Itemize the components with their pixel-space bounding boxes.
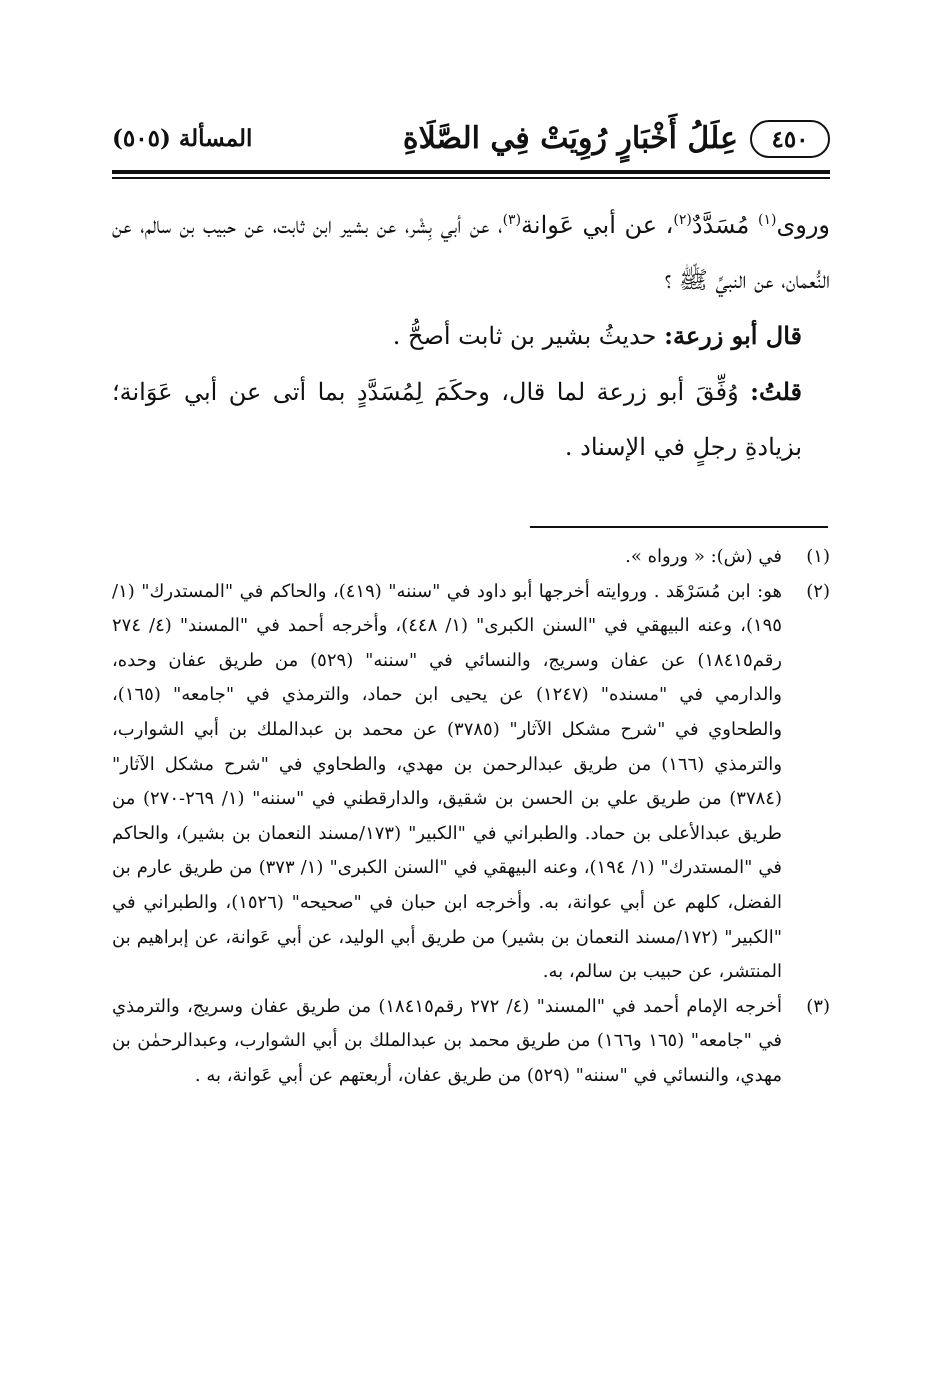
p2-lead: قال أبو زرعة:: [664, 321, 802, 350]
footnote-1: [112, 540, 830, 575]
footnote-text: هو: ابن مُسَرْهَد . وروايته أخرجها أبو داود في "سننه" (٤١٩)، والحاكم في "المستدرك" (١/ ١٩٥)، وعنه البيهقي في "السنن الكبرى" (١/ ٤٤٨)، وأخرجه أحمد في "المسند" (٤/ ٢٧٤ رقم١٨٤١٥) عن عفان وسريج، والنسائي في "سننه" (٥٢٩) من طريق عفان وحده، والدارمي في "مسنده" (١٢٤٧) عن يحيى ابن حماد، والترمذي في "جامعه" (١٦٥)، والطحاوي في "شرح مشكل الآثار" (٣٧٨٥) عن محمد بن عبدالملك بن أبي الشوارب، والترمذي (١٦٦) من طريق عبدالرحمن بن مهدي، والطحاوي في "شرح مشكل الآثار" (٣٧٨٤) من طريق علي بن الحسن بن شقيق، والدارقطني في "سننه" (١/ ٢٦٩-٢٧٠) من طريق عبدالأعلى بن حماد. والطبراني في "الكبير" (١٧٣/مسند النعمان بن بشير)، والحاكم في "المستدرك" (١/ ١٩٤)، وعنه البيهقي في "السنن الكبرى" (١/ ٣٧٣) من طريق عارم بن الفضل، كلهم عن أبي عوانة، به. وأخرجه ابن حبان في "صحيحه" (١٥٢٦)، والطبراني في "الكبير" (١٧٢/مسند النعمان بن بشير) من طريق أبي الوليد، عن أبي عَوانة، عن إبراهيم بن المنتشر، عن حبيب بن سالم، به.: [112, 580, 783, 983]
footnote-2: [112, 575, 830, 990]
page-header: [112, 118, 830, 168]
footnote-ref-1: (١): [757, 212, 777, 228]
p1-text-d: ، عن أبي بِشْر، عن بشير ابن ثابت، عن حبيب بن سالم، عن النُّعمان، عن النبيِّ ﷺ ؟: [112, 211, 830, 294]
footnote-text: في (ش): « ورواه ».: [625, 546, 782, 567]
footnotes: [112, 540, 830, 1094]
footnote-separator: [530, 526, 828, 528]
page-number: ٤٥٠: [750, 120, 830, 158]
book-title: عِلَلُ أَخْبَارٍ رُوِيَتْ فِي الصَّلَاةِ: [402, 121, 738, 156]
footnote-number: (٢): [806, 580, 830, 602]
footnote-number: (١): [806, 546, 830, 567]
p2-text: حديثُ بشير بن ثابت أصحُّ .: [392, 322, 665, 350]
p3-lead: قلتُ:: [750, 377, 802, 406]
main-paragraph-2: [112, 308, 830, 364]
chapter-title: المسألة (٥٠٥): [112, 125, 253, 152]
main-paragraph-3: [112, 364, 830, 475]
header-rule-thin: [112, 177, 830, 179]
main-text: [112, 198, 830, 475]
header-rule-thick: [112, 170, 830, 174]
main-paragraph-1: [112, 198, 830, 308]
p3-text: وُفِّقَ أبو زرعة لما قال، وحكَمَ لِمُسَدَّدٍ بما أتى عن أبي عَوَانة؛ بزيادةِ رجلٍ في الإسناد .: [112, 378, 802, 461]
p1-text-a: وروى: [776, 211, 830, 239]
footnote-number: (٣): [806, 995, 830, 1017]
footnote-text: أخرجه الإمام أحمد في "المسند" (٤/ ٢٧٢ رقم١٨٤١٥) من طريق عفان وسريج، والترمذي في "جامعه" (١٦٥ و١٦٦) من طريق محمد بن عبدالملك بن أبي الشوارب، وعبدالرحمٰن بن مهدي، والنسائي في "سننه" (٥٢٩) من طريق عفان، أربعتهم عن أبي عَوانة، به .: [112, 995, 783, 1086]
p1-text-c: ، عن أبي عَوانة: [521, 211, 674, 239]
footnote-3: [112, 990, 830, 1094]
footnote-ref-2: (٢): [673, 212, 692, 228]
footnote-ref-3: (٣): [502, 212, 522, 228]
p1-text-b: مُسَدَّدٌ: [691, 211, 758, 239]
